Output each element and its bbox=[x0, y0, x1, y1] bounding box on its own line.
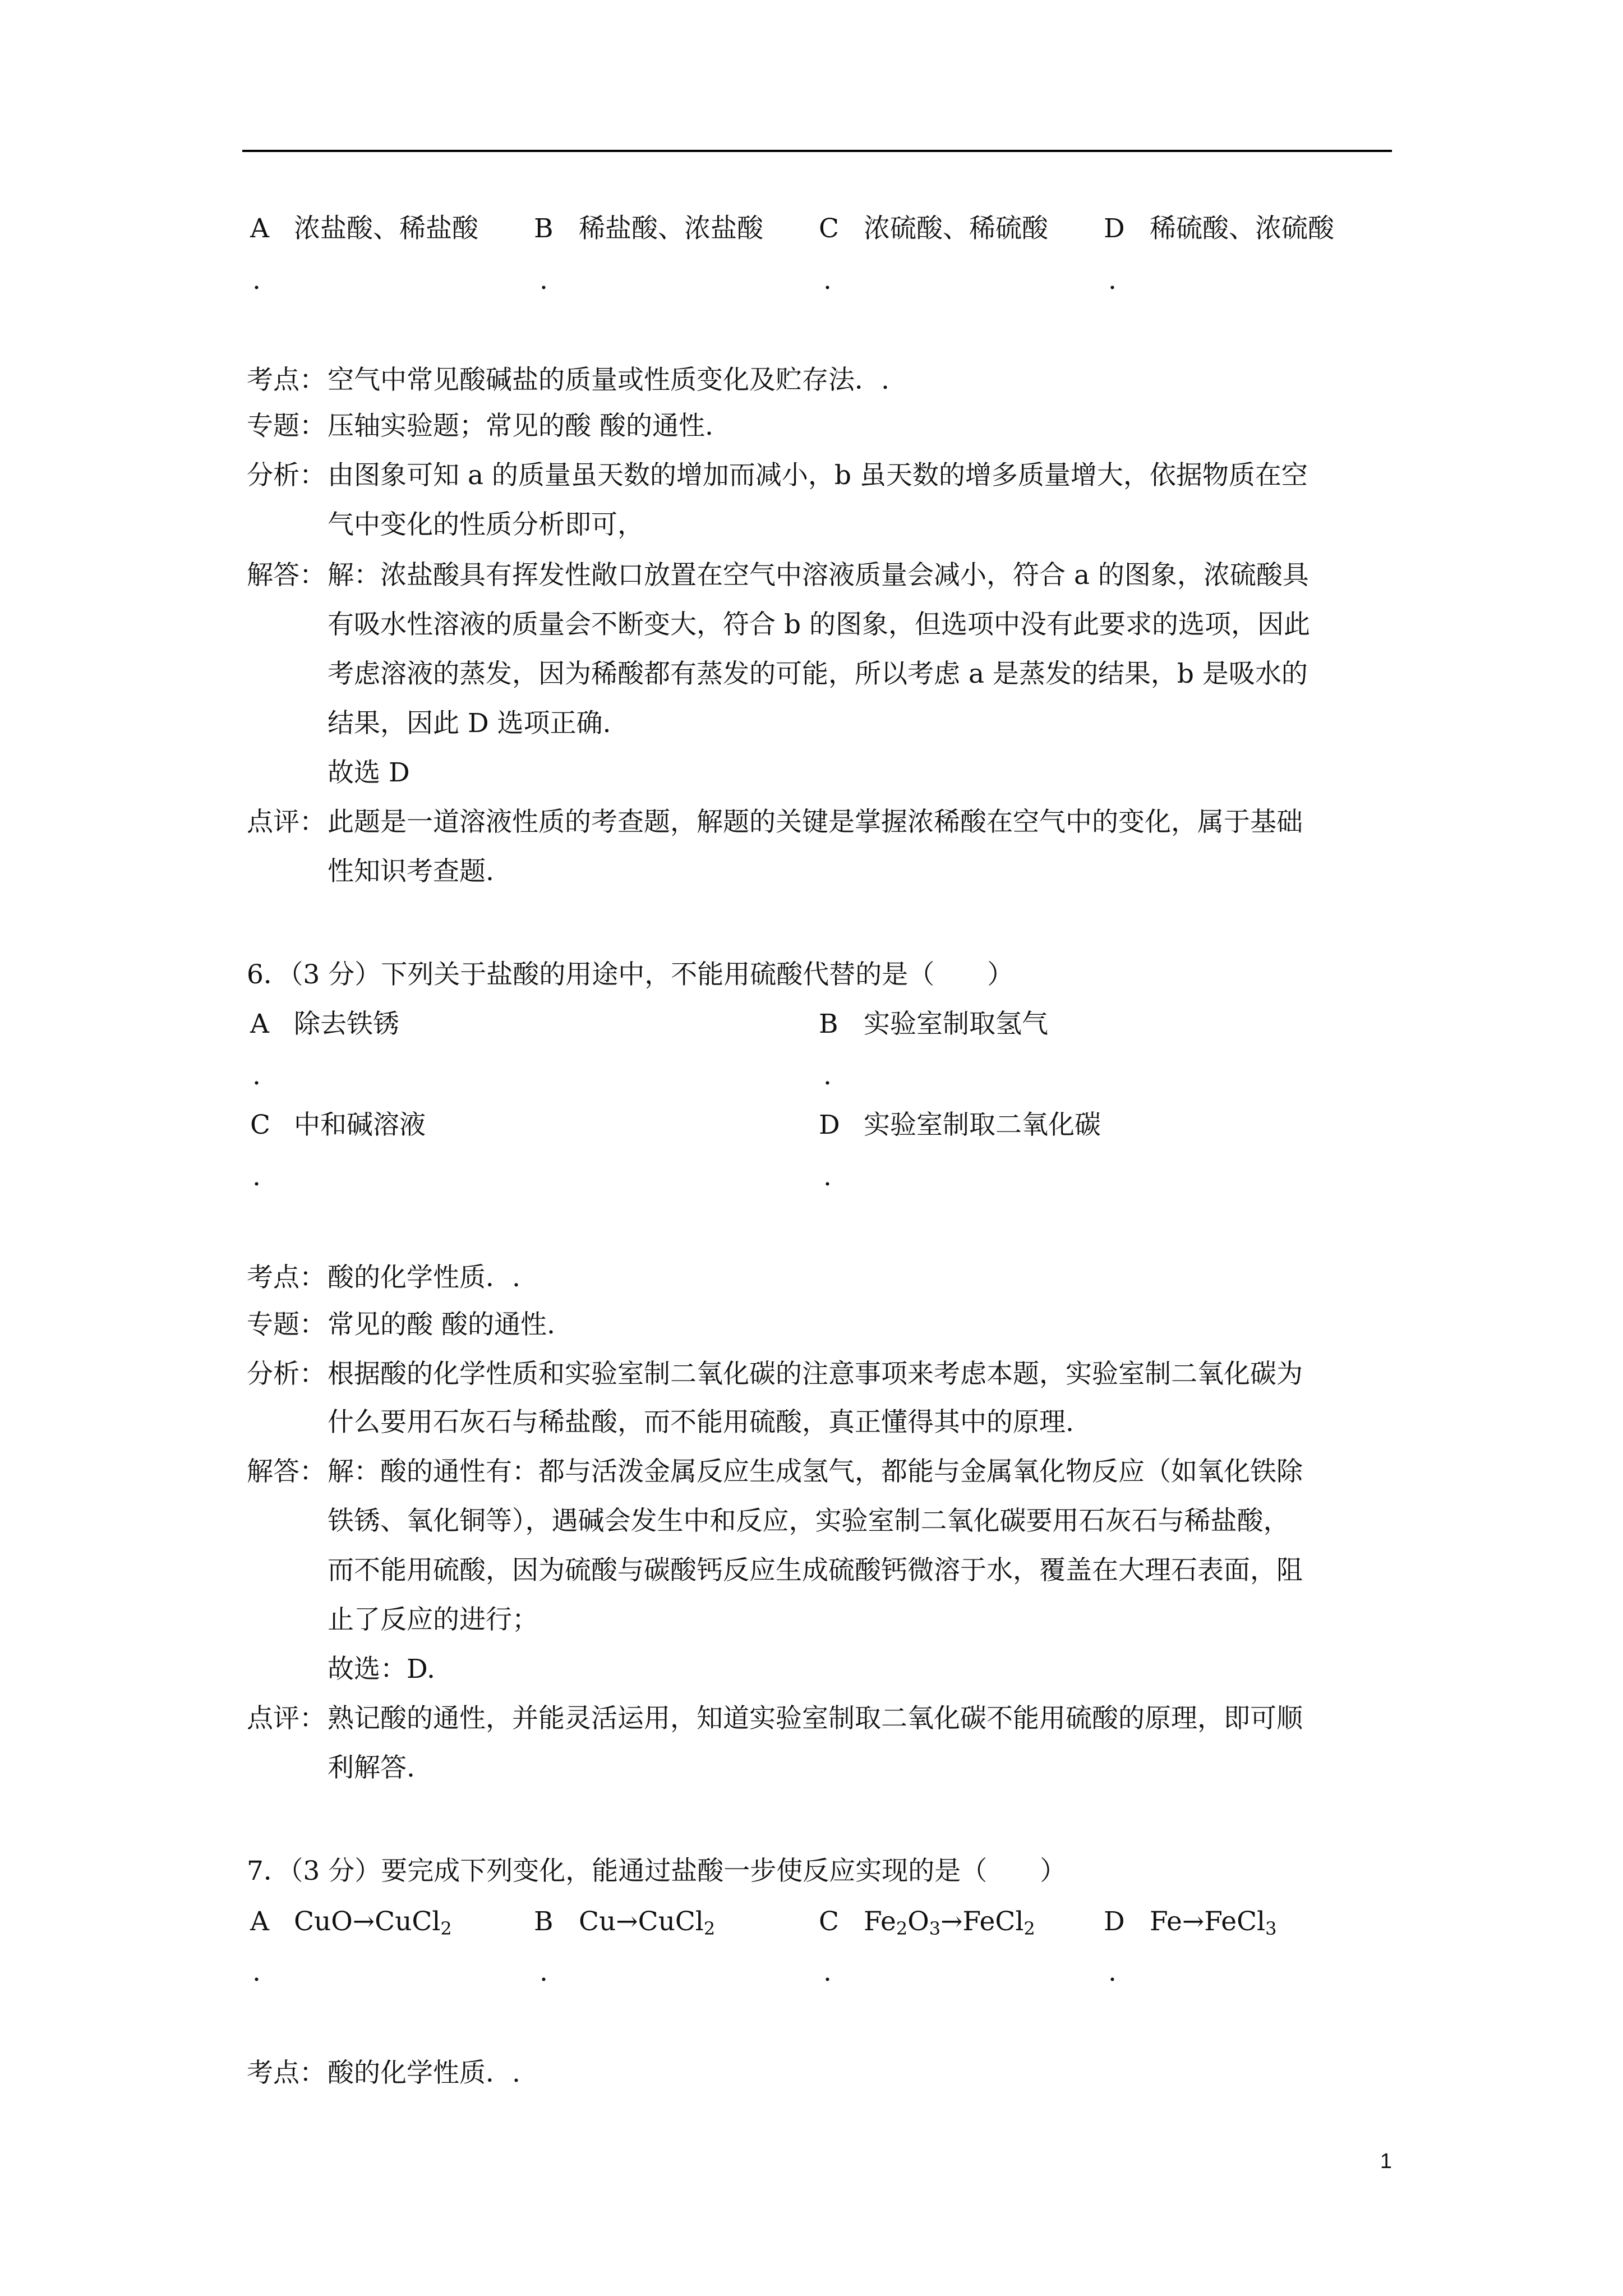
q6-jieda-line: 铁锈、氧化铜等），遇碱会发生中和反应，实验室制二氧化碳要用石灰石与稀盐酸， bbox=[328, 1506, 1290, 1536]
q5-option-a-dot: . bbox=[252, 265, 261, 296]
q5-fenxi-label: 分析： bbox=[247, 460, 326, 491]
q7-stem: 7．（3 分）要完成下列变化，能通过盐酸一步使反应实现的是（ ） bbox=[247, 1856, 1067, 1887]
q6-option-c-text: 中和碱溶液 bbox=[294, 1110, 426, 1140]
q7-option-b-dot: . bbox=[540, 1957, 548, 1987]
q6-stem: 6．（3 分）下列关于盐酸的用途中，不能用硫酸代替的是（ ） bbox=[247, 959, 1014, 990]
q5-fenxi-line: 气中变化的性质分析即可， bbox=[328, 509, 644, 540]
q6-option-d-dot: . bbox=[823, 1161, 832, 1192]
q5-fenxi-line: 由图象可知 a 的质量虽天数的增加而减小，b 虽天数的增多质量增大，依据物质在空 bbox=[328, 460, 1308, 491]
q7-option-a-letter: A bbox=[250, 1906, 269, 1937]
q5-jieda-line: 结果，因此 D 选项正确. bbox=[328, 708, 611, 739]
q5-option-d-letter: D bbox=[1104, 213, 1125, 244]
q6-option-b-letter: B bbox=[819, 1009, 838, 1039]
q5-option-b-dot: . bbox=[540, 265, 548, 296]
q5-option-d-dot: . bbox=[1108, 265, 1117, 296]
q5-jieda-line: 有吸水性溶液的质量会不断变大，符合 b 的图象，但选项中没有此要求的选项，因此 bbox=[328, 609, 1310, 640]
q5-option-b-text: 稀盐酸、浓盐酸 bbox=[579, 213, 763, 244]
q7-option-b-text: Cu→CuCl$_2$ bbox=[579, 1906, 716, 1939]
q6-fenxi-line: 什么要用石灰石与稀盐酸，而不能用硫酸，真正懂得其中的原理. bbox=[328, 1407, 1074, 1438]
q6-dianping-label: 点评： bbox=[247, 1703, 326, 1734]
q6-fenxi-line: 根据酸的化学性质和实验室制二氧化碳的注意事项来考虑本题，实验室制二氧化碳为 bbox=[328, 1359, 1303, 1389]
q6-option-a-dot: . bbox=[252, 1060, 261, 1091]
q6-jieda-line: 止了反应的进行； bbox=[328, 1604, 538, 1635]
q6-dianping-line: 利解答. bbox=[328, 1752, 415, 1783]
q7-option-c-letter: C bbox=[819, 1906, 839, 1937]
q5-jieda-line: 解：浓盐酸具有挥发性敞口放置在空气中溶液质量会减小，符合 a 的图象，浓硫酸具 bbox=[328, 560, 1309, 591]
q5-option-a-letter: A bbox=[250, 213, 269, 244]
q6-option-a-letter: A bbox=[250, 1009, 269, 1039]
q7-option-c-text: $Fe_2O_3\to FeCl_2$ bbox=[864, 1906, 1035, 1939]
q5-dianping-line: 性知识考查题. bbox=[328, 856, 494, 887]
q6-jieda-line: 故选：D. bbox=[328, 1654, 435, 1685]
q5-option-c-text: 浓硫酸、稀硫酸 bbox=[864, 213, 1048, 244]
q7-option-b-letter: B bbox=[534, 1906, 554, 1937]
q5-zhuanti-label: 专题： bbox=[247, 411, 326, 441]
q6-option-c-letter: C bbox=[250, 1110, 270, 1140]
q5-option-d-text: 稀硫酸、浓硫酸 bbox=[1150, 213, 1334, 244]
q6-option-d-letter: D bbox=[819, 1110, 840, 1140]
q6-jieda-line: 而不能用硫酸，因为硫酸与碳酸钙反应生成硫酸钙微溶于水，覆盖在大理石表面，阻 bbox=[328, 1555, 1303, 1586]
q5-dianping-label: 点评： bbox=[247, 807, 326, 838]
q7-option-d-text: Fe→FeCl$_3$ bbox=[1150, 1906, 1277, 1939]
q7-option-a-text: CuO→CuCl$_2$ bbox=[294, 1906, 452, 1939]
q5-option-a-text: 浓盐酸、稀盐酸 bbox=[294, 213, 478, 244]
header-rule bbox=[242, 150, 1392, 152]
q7-option-a-dot: . bbox=[252, 1957, 261, 1987]
q5-jieda-label: 解答： bbox=[247, 560, 326, 591]
q6-option-b-dot: . bbox=[823, 1060, 832, 1091]
q7-kaodian: 酸的化学性质．. bbox=[328, 2058, 520, 2088]
q6-zhuanti: 常见的酸 酸的通性. bbox=[328, 1309, 555, 1340]
q6-fenxi-label: 分析： bbox=[247, 1359, 326, 1389]
q6-jieda-label: 解答： bbox=[247, 1456, 326, 1487]
q6-option-d-text: 实验室制取二氧化碳 bbox=[864, 1110, 1101, 1140]
q6-option-c-dot: . bbox=[252, 1161, 261, 1192]
q6-kaodian-label: 考点： bbox=[247, 1262, 326, 1293]
q7-option-c-dot: . bbox=[823, 1957, 832, 1987]
q5-kaodian-label: 考点： bbox=[247, 365, 326, 395]
q6-jieda-line: 解：酸的通性有：都与活泼金属反应生成氢气，都能与金属氧化物反应（如氧化铁除 bbox=[328, 1456, 1303, 1487]
q5-kaodian: 空气中常见酸碱盐的质量或性质变化及贮存法．. bbox=[328, 365, 889, 395]
q7-kaodian-label: 考点： bbox=[247, 2058, 326, 2088]
q5-zhuanti: 压轴实验题；常见的酸 酸的通性. bbox=[328, 411, 713, 441]
q5-dianping-line: 此题是一道溶液性质的考查题，解题的关键是掌握浓稀酸在空气中的变化，属于基础 bbox=[328, 807, 1303, 838]
q6-dianping-line: 熟记酸的通性，并能灵活运用，知道实验室制取二氧化碳不能用硫酸的原理，即可顺 bbox=[328, 1703, 1303, 1734]
q5-jieda-line: 故选 D bbox=[328, 757, 410, 788]
page-number: 1 bbox=[1380, 2150, 1392, 2173]
q6-option-b-text: 实验室制取氢气 bbox=[864, 1009, 1048, 1039]
q6-zhuanti-label: 专题： bbox=[247, 1309, 326, 1340]
q5-option-c-letter: C bbox=[819, 213, 839, 244]
q5-option-c-dot: . bbox=[823, 265, 832, 296]
q7-option-d-dot: . bbox=[1108, 1957, 1117, 1987]
q7-option-d-letter: D bbox=[1104, 1906, 1125, 1937]
q5-jieda-line: 考虑溶液的蒸发，因为稀酸都有蒸发的可能，所以考虑 a 是蒸发的结果，b 是吸水的 bbox=[328, 659, 1308, 689]
q6-option-a-text: 除去铁锈 bbox=[294, 1009, 399, 1039]
q5-option-b-letter: B bbox=[534, 213, 554, 244]
q6-kaodian: 酸的化学性质．. bbox=[328, 1262, 520, 1293]
